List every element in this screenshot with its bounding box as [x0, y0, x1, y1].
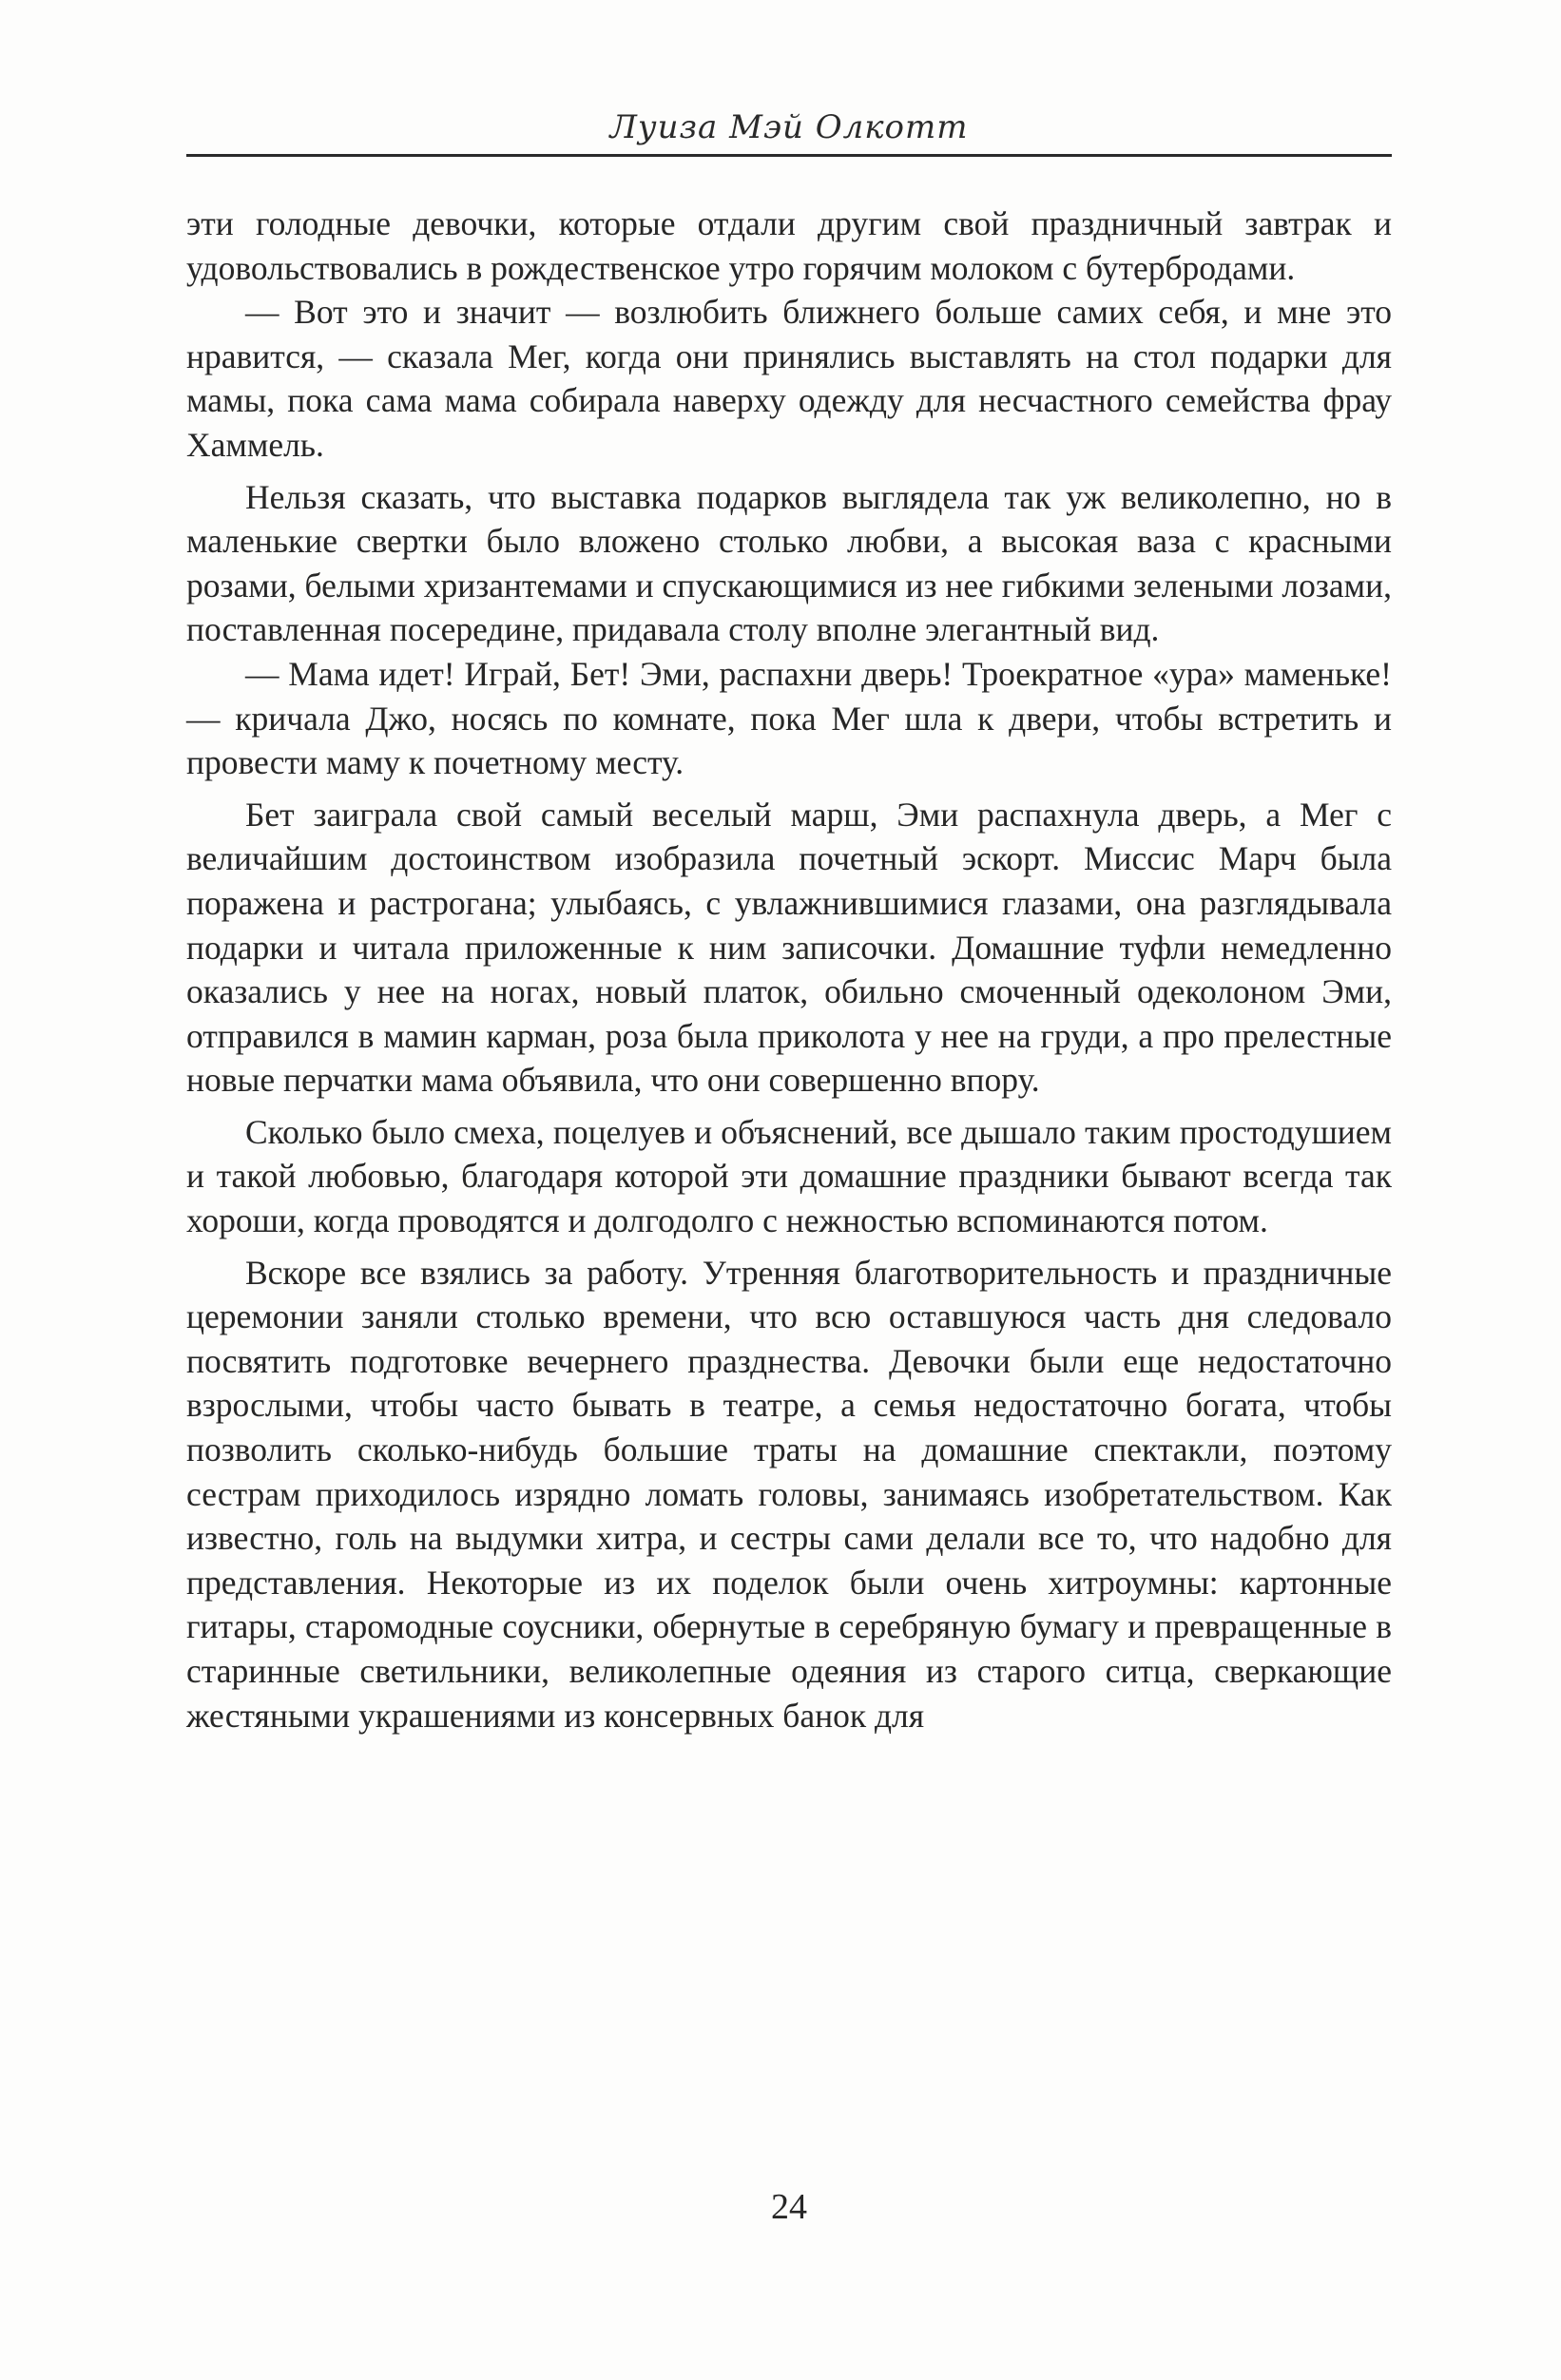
paragraph: — Вот это и значит — возлюбить ближнего больше самих себя, и мне это нравится, — сказала Мег, когда они принялись выставлять на стол подарки для мамы, пока сама мама собирала наверху одежду для несчастного семейства фрау Хаммель. — [186, 293, 1392, 464]
paragraph: — Мама идет! Играй, Бет! Эми, распахни дверь! Троекратное «ура» маменьке! — кричала Джо, носясь по комнате, пока Мег шла к двери, чтобы встретить и провести маму к почетному месту. — [186, 654, 1392, 782]
body-text — [186, 202, 1392, 1737]
header-rule — [186, 154, 1392, 157]
page-number: 24 — [771, 2187, 807, 2227]
paragraph-continued: эти голодные девочки, которые отдали другим свой праздничный завтрак и удовольствовались в рождественское утро горячим молоком с бутербродами. — [186, 204, 1392, 287]
paragraph: Нельзя сказать, что выставка подарков выглядела так уж великолепно, но в маленькие свертки было вложено столько любви, а высокая ваза с красными розами, белыми хризантемами и спускающимися из нее гибкими зелеными лозами, поставленная посередине, придавала столу вполне элегантный вид. — [186, 477, 1392, 649]
paragraph: Бет заиграла свой самый веселый марш, Эми распахнула дверь, а Мег с величайшим достоинством изобразила почетный эскорт. Миссис Марч была поражена и растрогана; улыбаясь, с увлажнившимися глазами, она разглядывала подарки и читала приложенные к ним записочки. Домашние туфли немедленно оказались у нее на ногах, новый платок, обильно смоченный одеколоном Эми, отправился в мамин карман, роза была приколота у нее на груди, а про прелестные новые перчатки мама объявила, что они совершенно впору. — [186, 795, 1392, 1100]
paragraph: Вскоре все взялись за работу. Утренняя благотворительность и праздничные церемонии заняли столько времени, что всю оставшуюся часть дня следовало посвятить подготовке вечернего празднества. Девочки были еще недостаточно взрослыми, чтобы часто бывать в театре, а семья недостаточно богата, чтобы позволить сколько-нибудь большие траты на домашние спектакли, поэтому сестрам приходилось изрядно ломать головы, занимаясь изобретательством. Как известно, голь на выдумки хитра, и сестры сами делали все то, что надобно для представления. Некоторые из их поделок были очень хитроумны: картонные гитары, старомодные соусники, обернутые в серебряную бумагу и превращенные в старинные светильники, великолепные одеяния из старого ситца, сверкающие жестяными украшениями из консервных банок для — [186, 1253, 1392, 1735]
paragraph: Сколько было смеха, поцелуев и объяснений, все дышало таким простодушием и такой любовью, благодаря которой эти домашние праздники бывают всегда так хороши, когда проводятся и долгодолго с нежностью вспоминаются потом. — [186, 1112, 1392, 1240]
running-head-author: Луиза Мэй Олкотт — [609, 108, 969, 146]
